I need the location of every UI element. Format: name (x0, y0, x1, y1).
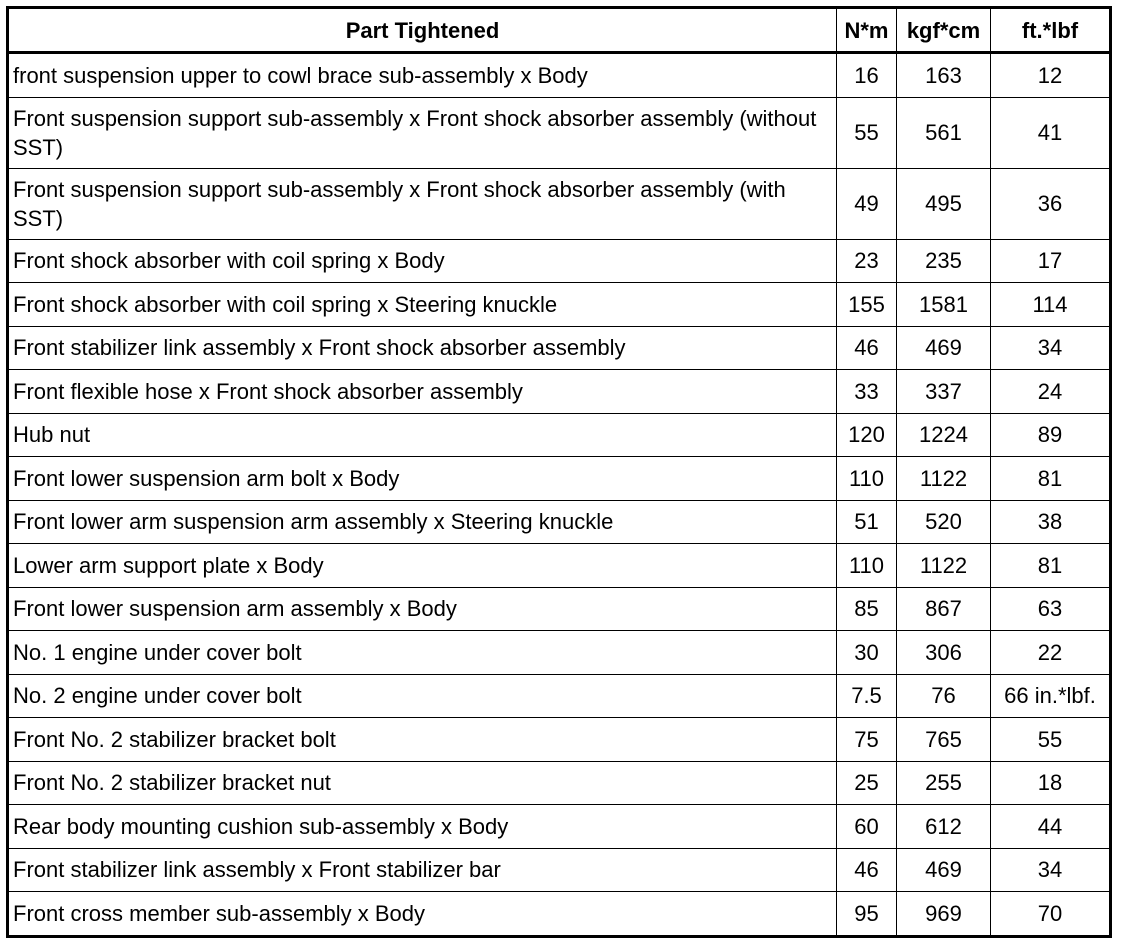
ft-cell: 55 (991, 718, 1111, 762)
nm-cell: 155 (837, 283, 897, 327)
kgf-cell: 969 (897, 892, 991, 937)
nm-cell: 75 (837, 718, 897, 762)
part-cell: Front stabilizer link assembly x Front stabilizer bar (8, 848, 837, 892)
ft-cell: 34 (991, 326, 1111, 370)
table-row (8, 53, 1111, 98)
part-cell: Front stabilizer link assembly x Front shock absorber assembly (8, 326, 837, 370)
header-part-tightened: Part Tightened (8, 8, 837, 53)
part-cell: Rear body mounting cushion sub-assembly x Body (8, 805, 837, 849)
part-cell: Front shock absorber with coil spring x Steering knuckle (8, 283, 837, 327)
nm-cell: 23 (837, 239, 897, 283)
nm-cell: 85 (837, 587, 897, 631)
table-row (8, 892, 1111, 937)
ft-cell: 18 (991, 761, 1111, 805)
ft-cell: 81 (991, 544, 1111, 588)
ft-cell: 89 (991, 413, 1111, 457)
ft-cell: 114 (991, 283, 1111, 327)
ft-cell: 34 (991, 848, 1111, 892)
kgf-cell: 1224 (897, 413, 991, 457)
ft-cell: 63 (991, 587, 1111, 631)
part-cell: Front No. 2 stabilizer bracket bolt (8, 718, 837, 762)
nm-cell: 120 (837, 413, 897, 457)
header-ft-lbf: ft.*lbf (991, 8, 1111, 53)
kgf-cell: 495 (897, 168, 991, 239)
nm-cell: 46 (837, 326, 897, 370)
nm-cell: 46 (837, 848, 897, 892)
part-cell: Front lower suspension arm assembly x Body (8, 587, 837, 631)
table-row (8, 239, 1111, 283)
nm-cell: 60 (837, 805, 897, 849)
table-row (8, 457, 1111, 501)
kgf-cell: 612 (897, 805, 991, 849)
kgf-cell: 469 (897, 848, 991, 892)
table-row (8, 413, 1111, 457)
part-cell: Front lower suspension arm bolt x Body (8, 457, 837, 501)
part-cell: Front suspension support sub-assembly x Front shock absorber assembly (with SST) (8, 168, 837, 239)
table-row (8, 544, 1111, 588)
ft-cell: 36 (991, 168, 1111, 239)
part-cell: Front lower arm suspension arm assembly x Steering knuckle (8, 500, 837, 544)
kgf-cell: 867 (897, 587, 991, 631)
ft-cell: 44 (991, 805, 1111, 849)
ft-cell: 38 (991, 500, 1111, 544)
header-nm: N*m (837, 8, 897, 53)
ft-cell: 24 (991, 370, 1111, 414)
table-row (8, 587, 1111, 631)
part-cell: Front shock absorber with coil spring x Body (8, 239, 837, 283)
ft-cell: 17 (991, 239, 1111, 283)
header-kgf-cm: kgf*cm (897, 8, 991, 53)
kgf-cell: 76 (897, 674, 991, 718)
table-row (8, 370, 1111, 414)
ft-cell: 70 (991, 892, 1111, 937)
kgf-cell: 163 (897, 53, 991, 98)
nm-cell: 110 (837, 457, 897, 501)
table-header-row (8, 8, 1111, 53)
part-cell: Lower arm support plate x Body (8, 544, 837, 588)
table-row (8, 97, 1111, 168)
part-cell: Front suspension support sub-assembly x Front shock absorber assembly (without SST) (8, 97, 837, 168)
part-cell: Front No. 2 stabilizer bracket nut (8, 761, 837, 805)
kgf-cell: 765 (897, 718, 991, 762)
table-row (8, 761, 1111, 805)
part-cell: Front flexible hose x Front shock absorber assembly (8, 370, 837, 414)
ft-cell: 81 (991, 457, 1111, 501)
nm-cell: 49 (837, 168, 897, 239)
table-row (8, 500, 1111, 544)
kgf-cell: 337 (897, 370, 991, 414)
table-row (8, 848, 1111, 892)
part-cell: No. 1 engine under cover bolt (8, 631, 837, 675)
nm-cell: 25 (837, 761, 897, 805)
table-row (8, 805, 1111, 849)
kgf-cell: 1122 (897, 457, 991, 501)
nm-cell: 95 (837, 892, 897, 937)
nm-cell: 7.5 (837, 674, 897, 718)
torque-specification-table (6, 6, 1112, 938)
kgf-cell: 469 (897, 326, 991, 370)
ft-cell: 41 (991, 97, 1111, 168)
nm-cell: 30 (837, 631, 897, 675)
ft-cell: 66 in.*lbf. (991, 674, 1111, 718)
kgf-cell: 235 (897, 239, 991, 283)
nm-cell: 55 (837, 97, 897, 168)
ft-cell: 22 (991, 631, 1111, 675)
part-cell: No. 2 engine under cover bolt (8, 674, 837, 718)
table-row (8, 168, 1111, 239)
ft-cell: 12 (991, 53, 1111, 98)
table-row (8, 674, 1111, 718)
table-row (8, 718, 1111, 762)
part-cell: Front cross member sub-assembly x Body (8, 892, 837, 937)
table-row (8, 631, 1111, 675)
part-cell: front suspension upper to cowl brace sub-assembly x Body (8, 53, 837, 98)
kgf-cell: 1581 (897, 283, 991, 327)
nm-cell: 51 (837, 500, 897, 544)
table-row (8, 283, 1111, 327)
kgf-cell: 1122 (897, 544, 991, 588)
nm-cell: 16 (837, 53, 897, 98)
kgf-cell: 561 (897, 97, 991, 168)
kgf-cell: 306 (897, 631, 991, 675)
kgf-cell: 520 (897, 500, 991, 544)
nm-cell: 33 (837, 370, 897, 414)
table-row (8, 326, 1111, 370)
kgf-cell: 255 (897, 761, 991, 805)
nm-cell: 110 (837, 544, 897, 588)
part-cell: Hub nut (8, 413, 837, 457)
